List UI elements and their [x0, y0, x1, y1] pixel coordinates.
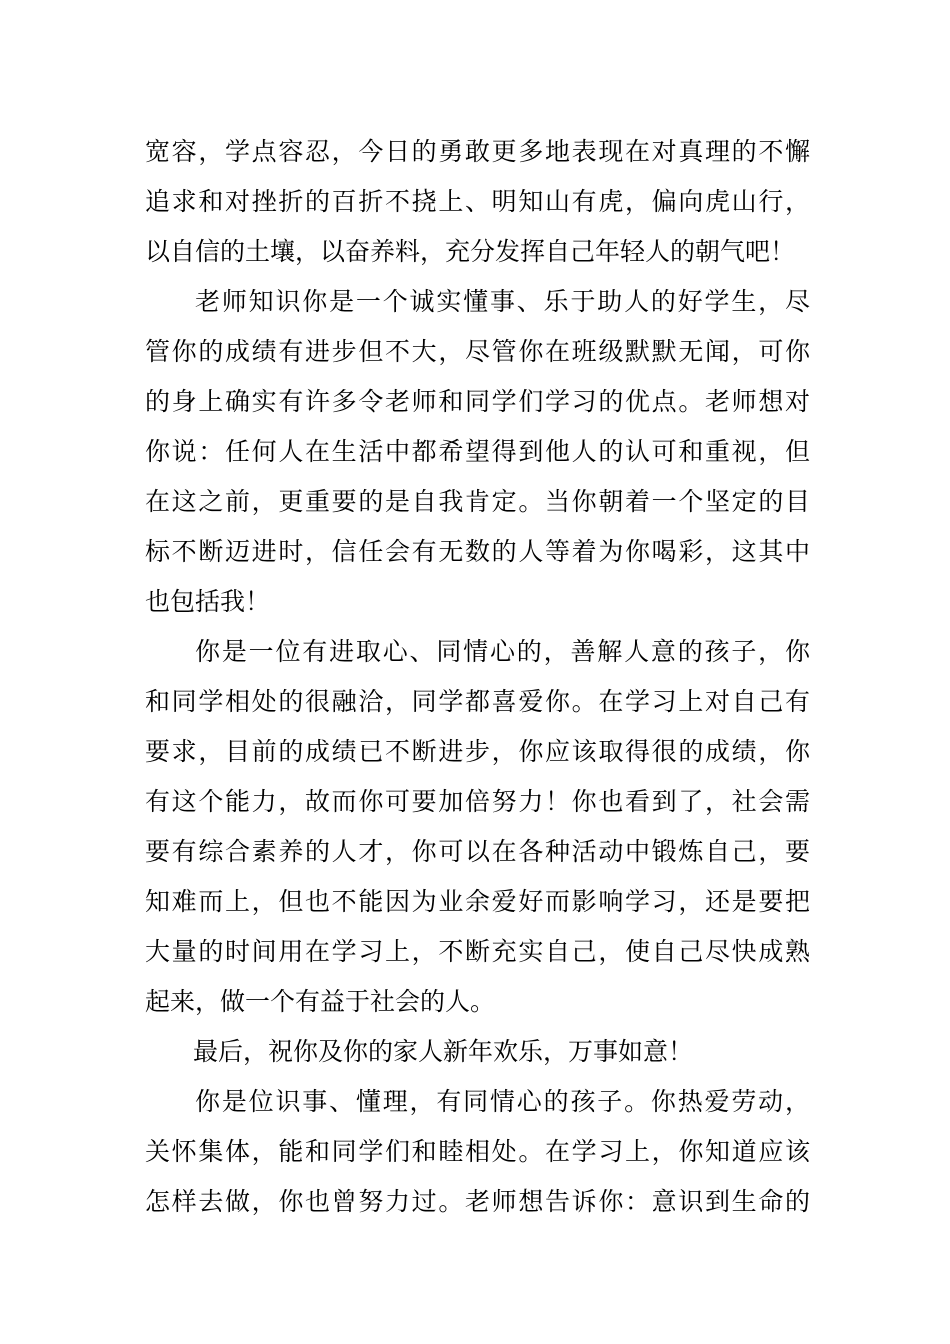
text-line: 你是位识事、懂理，有同情心的孩子。你热爱劳动， [195, 1087, 810, 1116]
text-line: 最后，祝你及你的家人新年欢乐，万事如意！ [193, 1037, 694, 1066]
text-line: 标不断迈进时，信任会有无数的人等着为你喝彩，这其中 [145, 537, 810, 566]
paragraph-3 [145, 627, 810, 1027]
paragraph-2 [145, 277, 810, 627]
text-line: 关怀集体，能和同学们和睦相处。在学习上，你知道应该 [145, 1137, 810, 1166]
text-line: 的身上确实有许多令老师和同学们学习的优点。老师想对 [145, 387, 810, 416]
paragraph-1 [145, 127, 810, 277]
text-line: 要求，目前的成绩已不断进步，你应该取得很的成绩，你 [145, 737, 810, 766]
text-line: 大量的时间用在学习上，不断充实自己，使自己尽快成熟 [145, 937, 810, 966]
text-line: 管你的成绩有进步但不大，尽管你在班级默默无闻，可你 [145, 337, 810, 366]
text-line: 你是一位有进取心、同情心的，善解人意的孩子，你 [195, 637, 810, 666]
document-body [145, 127, 810, 1227]
text-line: 和同学相处的很融洽，同学都喜爱你。在学习上对自己有 [145, 687, 810, 716]
text-line: 你说：任何人在生活中都希望得到他人的认可和重视，但 [145, 437, 810, 466]
paragraph-5 [145, 1077, 810, 1227]
text-line: 也包括我！ [145, 587, 271, 616]
text-line: 老师知识你是一个诚实懂事、乐于助人的好学生，尽 [195, 287, 810, 316]
text-line: 怎样去做，你也曾努力过。老师想告诉你：意识到生命的 [145, 1187, 810, 1216]
text-line: 知难而上，但也不能因为业余爱好而影响学习，还是要把 [145, 887, 810, 916]
text-line: 追求和对挫折的百折不挠上、明知山有虎，偏向虎山行， [145, 187, 810, 216]
text-line: 宽容，学点容忍，今日的勇敢更多地表现在对真理的不懈 [145, 137, 810, 166]
text-line: 以自信的土壤，以奋养料，充分发挥自己年轻人的朝气吧！ [145, 237, 796, 266]
text-line: 在这之前，更重要的是自我肯定。当你朝着一个坚定的目 [145, 487, 810, 516]
text-line: 要有综合素养的人才，你可以在各种活动中锻炼自己，要 [145, 837, 810, 866]
text-line: 有这个能力，故而你可要加倍努力！你也看到了，社会需 [145, 787, 810, 816]
paragraph-4 [145, 1027, 810, 1077]
text-line: 起来，做一个有益于社会的人。 [145, 987, 496, 1016]
